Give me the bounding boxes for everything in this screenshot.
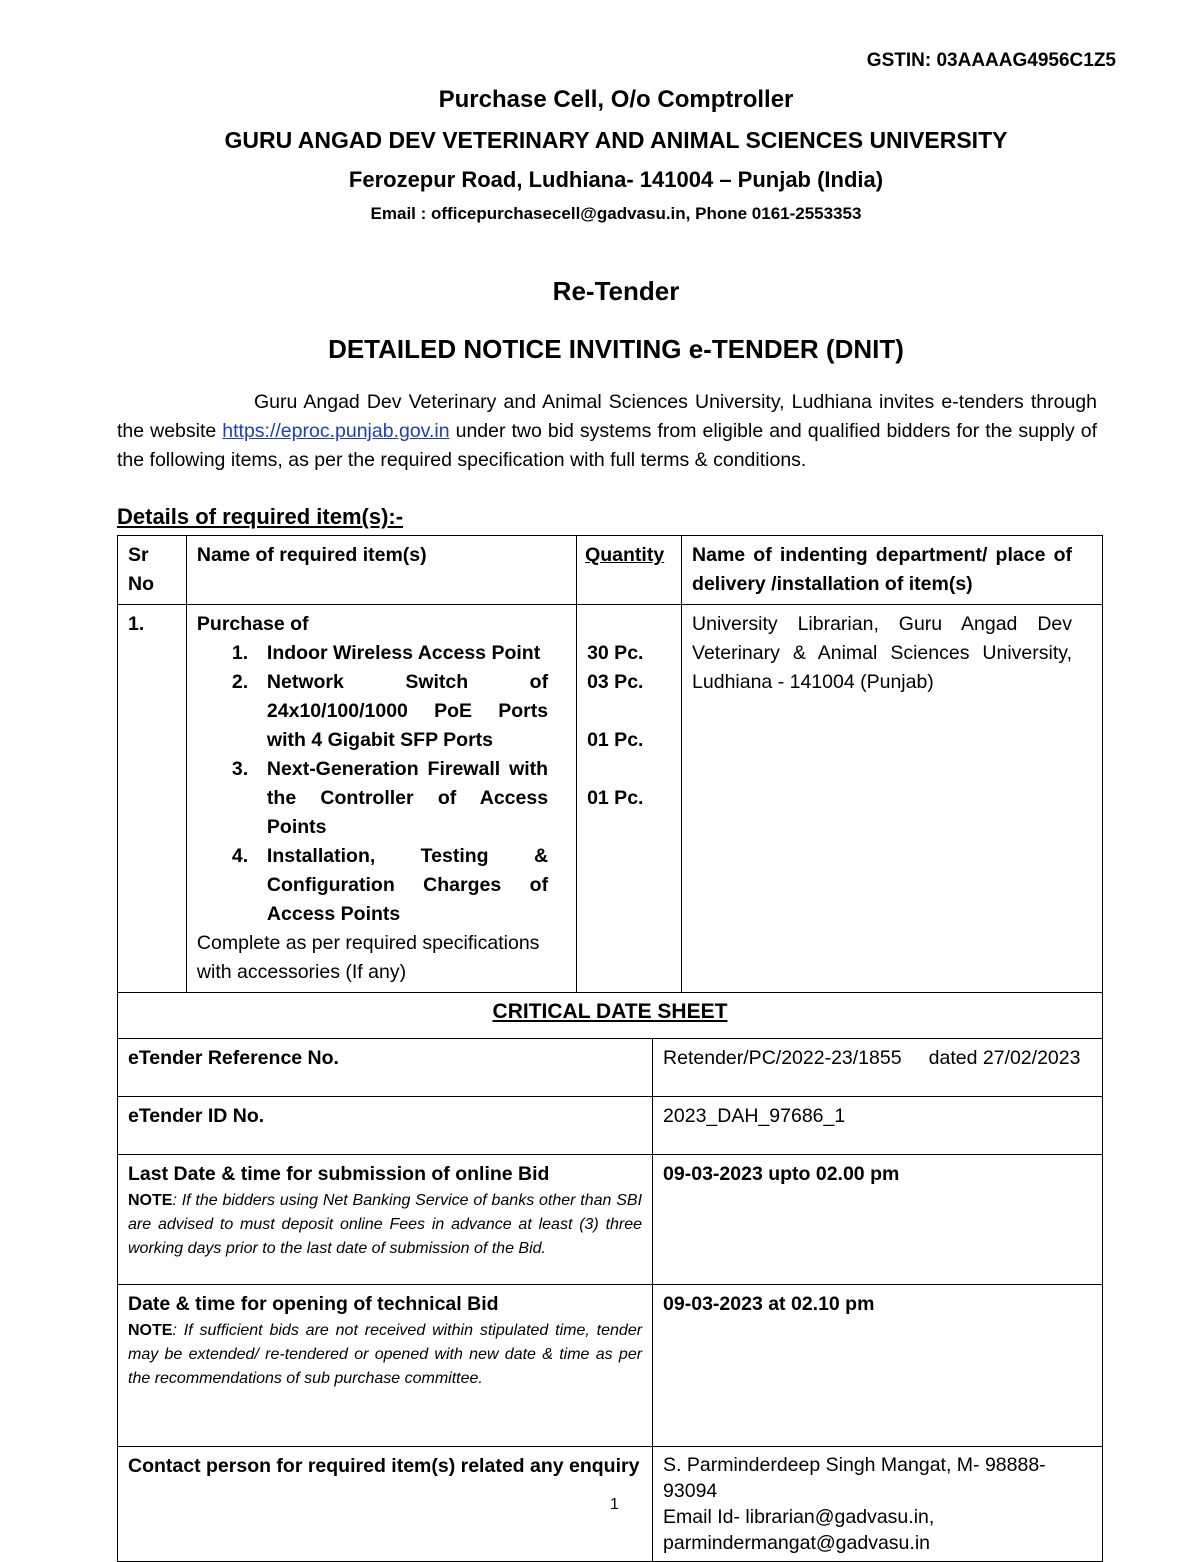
id-label: eTender ID No.	[118, 1097, 653, 1155]
intro-text-1: Guru Angad Dev Veterinary and Animal Sciences University, Ludhiana invites e-tenders through the website	[117, 391, 1097, 442]
item-number: 2.	[231, 671, 249, 693]
notice-title: DETAILED NOTICE INVITING e-TENDER (DNIT)	[328, 334, 904, 364]
item-name: Indoor Wireless Access Point	[266, 642, 541, 664]
quantity-header: Quantity	[585, 544, 665, 566]
intro-text-2: under two bid systems from eligible and qualified bidders for the supply of the following items, as per the required specification with full terms & conditions.	[117, 420, 1097, 471]
critical-date-sheet-title: CRITICAL DATE SHEET	[118, 993, 1103, 1039]
item-name: Next-Generation Firewall with the Controller of Access Points	[266, 758, 549, 838]
submission-label: Last Date & time for submission of online Bid	[128, 1163, 550, 1185]
quantity-cell	[577, 605, 682, 993]
contact-email-2: parmindermangat@gadvasu.in	[663, 1532, 930, 1554]
item-name: Installation, Testing & Configuration Charges of Access Points	[266, 845, 549, 925]
contact-line: Email : officepurchasecell@gadvasu.in, Phone 0161-2553353	[370, 204, 862, 223]
item-quantity: 30 Pc.	[587, 642, 644, 664]
items-header-row	[118, 536, 1103, 605]
opening-cell	[118, 1285, 653, 1447]
note-prefix: NOTE	[128, 1322, 173, 1339]
id-row	[118, 1097, 1103, 1155]
item-description	[186, 605, 576, 993]
contact-person: S. Parminderdeep Singh Mangat, M- 98888-93094	[663, 1454, 1046, 1502]
item-number: 4.	[231, 845, 249, 867]
item-number: 3.	[231, 758, 249, 780]
row-sr: 1.	[118, 605, 187, 993]
item-number: 1.	[231, 642, 249, 664]
list-item	[232, 668, 548, 755]
retender-heading: Re-Tender	[552, 276, 680, 306]
opening-value: 09-03-2023 at 02.10 pm	[653, 1285, 1103, 1447]
opening-note	[128, 1319, 642, 1391]
item-footer-note: Complete as per required specifications with accessories (If any)	[196, 932, 540, 983]
item-name: Network Switch of 24x10/100/1000 PoE Ports with 4 Gigabit SFP Ports	[266, 671, 549, 751]
contact-value	[653, 1447, 1103, 1562]
list-item	[232, 755, 548, 842]
item-name-header: Name of required item(s)	[186, 536, 576, 605]
list-item	[232, 639, 548, 668]
university-address: Ferozepur Road, Ludhiana- 141004 – Punjab (India)	[348, 167, 884, 192]
opening-label: Date & time for opening of technical Bid	[128, 1293, 499, 1315]
list-item	[232, 842, 548, 929]
note-text: : If sufficient bids are not received within stipulated time, tender may be extended/ re-tendered or opened with new date & time as per the recommendations of sub purchase committee.	[128, 1322, 643, 1387]
ref-label: eTender Reference No.	[118, 1039, 653, 1097]
intro-paragraph	[117, 388, 1097, 475]
note-prefix: NOTE	[128, 1192, 173, 1209]
contact-email-1: Email Id- librarian@gadvasu.in,	[663, 1506, 935, 1528]
item-row	[118, 605, 1103, 993]
submission-note	[128, 1189, 642, 1261]
ref-row	[118, 1039, 1103, 1097]
office-name: Purchase Cell, O/o Comptroller	[438, 86, 794, 113]
details-heading: Details of required item(s):-	[117, 504, 404, 529]
submission-row	[118, 1155, 1103, 1285]
id-value: 2023_DAH_97686_1	[653, 1097, 1103, 1155]
submission-cell	[118, 1155, 653, 1285]
purchase-of-label: Purchase of	[196, 613, 309, 635]
university-name: GURU ANGAD DEV VETERINARY AND ANIMAL SCIENCES UNIVERSITY	[224, 127, 1008, 153]
delivery-department: University Librarian, Guru Angad Dev Veterinary & Animal Sciences University, Ludhiana - 141004 (Punjab)	[682, 605, 1103, 993]
item-quantity: 03 Pc.	[587, 671, 644, 693]
note-text: : If the bidders using Net Banking Service of banks other than SBI are advised to must deposit online Fees in advance at least (3) three working days prior to the last date of submission of the Bid.	[128, 1192, 643, 1257]
submission-value: 09-03-2023 upto 02.00 pm	[653, 1155, 1103, 1285]
items-table	[117, 535, 1103, 1562]
item-list	[197, 639, 548, 929]
department-header: Name of indenting department/ place of delivery /installation of item(s)	[682, 536, 1103, 605]
item-quantity: 01 Pc.	[587, 787, 644, 809]
opening-row	[118, 1285, 1103, 1447]
critical-title-row	[118, 993, 1103, 1039]
item-quantity: 01 Pc.	[587, 729, 644, 751]
gstin-number: GSTIN: 03AAAAG4956C1Z5	[866, 50, 1116, 71]
eproc-link[interactable]: https://eproc.punjab.gov.in	[222, 420, 450, 442]
sr-header: Sr No	[118, 536, 187, 605]
page-number: 1	[610, 1496, 619, 1513]
contact-label: Contact person for required item(s) related any enquiry	[118, 1447, 653, 1562]
ref-value: Retender/PC/2022-23/1855 dated 27/02/2023	[653, 1039, 1103, 1097]
